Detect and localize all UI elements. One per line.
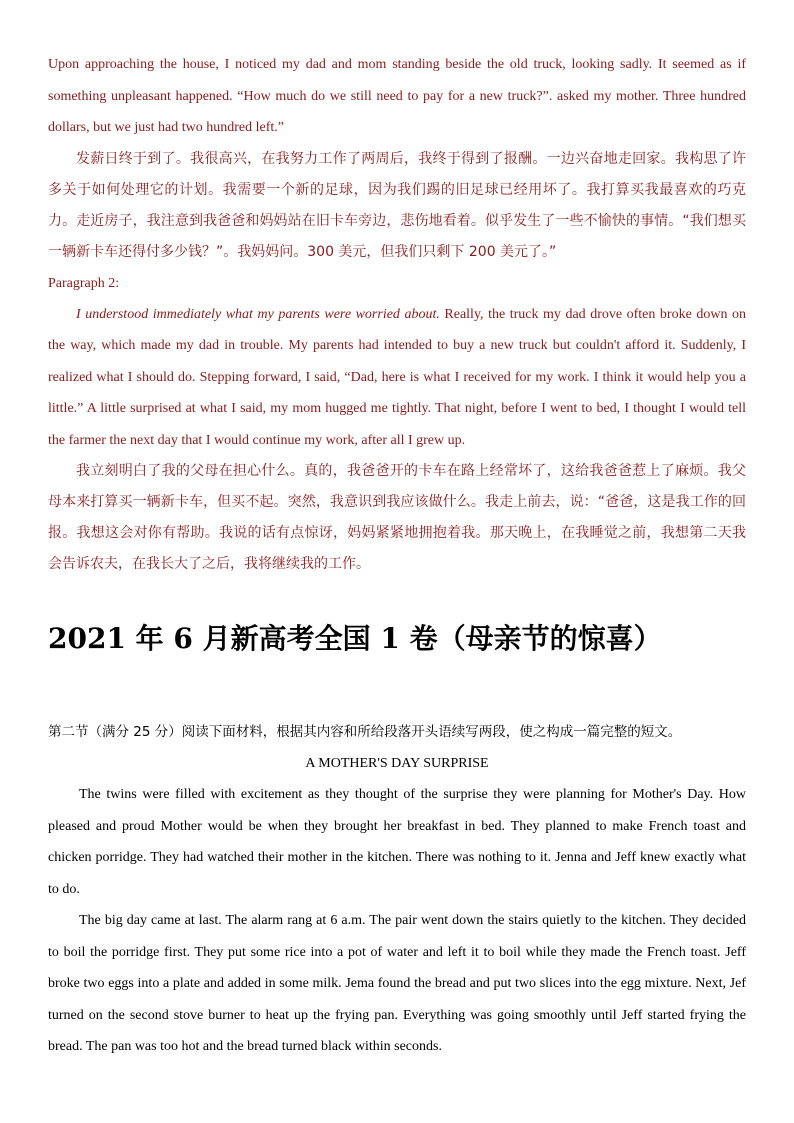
question-section [48, 717, 746, 1063]
section-heading: 2021 年 6 月新高考全国 1 卷（母亲节的惊喜） [48, 622, 662, 655]
english-paragraph-1: Upon approaching the house, I noticed my dad and mom standing beside the old truck, looking sadly. It seemed as if something unpleasant happened. “How much do we still need to pay for a new truck?”. asked my mother. Three hundred dollars, but we just had two hundred left.” [48, 57, 746, 135]
instruction-text: 第二节（满分 25 分）阅读下面材料，根据其内容和所给段落开头语续写两段，使之构成一篇完整的短文。 [48, 724, 682, 740]
paragraph-body: Really, the truck my dad drove often broke down on the way, which made my dad in trouble. My parents had intended to buy a new truck but couldn't afford it. Suddenly, I realized what I should do. Stepping forward, I said, “Dad, here is what I received for my work. I think it would help you a little.” A little surprised at what I said, my mom hugged me tightly. That night, before I went to bed, I thought I would tell the farmer the next day that I would continue my work, after all I grew up. [48, 306, 746, 448]
chinese-paragraph-2: 我立刻明白了我的父母在担心什么。真的，我爸爸开的卡车在路上经常坏了，这给我爸爸惹上了麻烦。我父母本来打算买一辆新卡车，但买不起。突然，我意识到我应该做什么。我走上前去，说：“爸爸，这是我工作的回报。我想这会对你有帮助。我说的话有点惊讶，妈妈紧紧地拥抱着我。那天晚上，在我睡觉之前，我想第二天我会告诉农夫，在我长大了之后，我将继续我的工作。 [48, 463, 746, 572]
paragraph-opening-sentence: I understood immediately what my parents were worried about. [76, 306, 440, 322]
story-title: A MOTHER'S DAY SURPRISE [305, 756, 489, 771]
story-paragraph-1: The twins were filled with excitement as they thought of the surprise they were planning for Mother's Day. How pleased and proud Mother would be when they brought her breakfast in bed. They planned to make French toast and chicken porridge. They had watched their mother in the kitchen. There was nothing to it. Jenna and Jeff knew exactly what to do. [48, 787, 746, 897]
english-paragraph-2 [48, 299, 746, 457]
paragraph-label: Paragraph 2: [48, 275, 120, 291]
story-paragraph-2: The big day came at last. The alarm rang at 6 a.m. The pair went down the stairs quietly to the kitchen. They decided to boil the porridge first. They put some rice into a pot of water and left it to boil while they made the French toast. Jeff broke two eggs into a plate and added in some milk. Jema found the bread and put two slices into the egg mixture. Next, Jef turned on the second stove burner to heat up the frying pan. Everything was going smoothly until Jeff started frying the bread. The pan was too hot and the bread turned black within seconds. [48, 913, 746, 1054]
chinese-paragraph-1: 发薪日终于到了。我很高兴，在我努力工作了两周后，我终于得到了报酬。一边兴奋地走回家。我构思了许多关于如何处理它的计划。我需要一个新的足球，因为我们踢的旧足球已经用坏了。我打算买我最喜欢的巧克力。走近房子，我注意到我爸爸和妈妈站在旧卡车旁边，悲伤地看着。似乎发生了一些不愉快的事情。“我们想买一辆新卡车还得付多少钱？”。我妈妈问。300 美元，但我们只剩下 200 美元了。” [48, 150, 746, 260]
answer-section [48, 49, 746, 580]
